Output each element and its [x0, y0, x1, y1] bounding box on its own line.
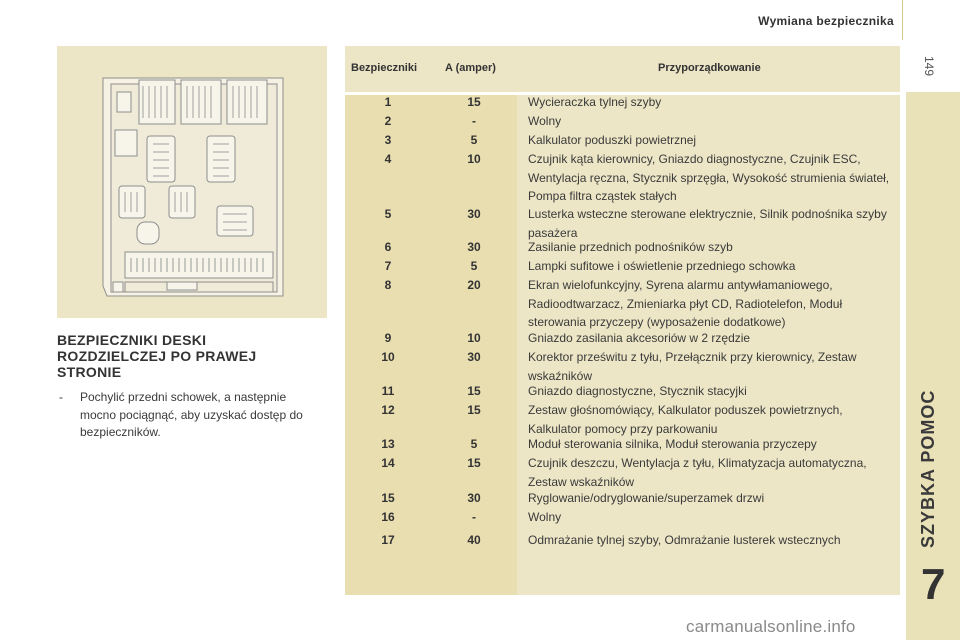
fuse-assignment: Zasilanie przednich podnośników szyb	[528, 240, 733, 254]
header-assignment: Przyporządkowanie	[658, 62, 761, 74]
fuse-amperage: -	[472, 114, 476, 128]
fuse-number: 5	[384, 207, 392, 221]
fuse-amperage: 15	[467, 456, 481, 470]
chapter-sidebar	[906, 92, 960, 640]
fuse-assignment: Kalkulator poduszki powietrznej	[528, 133, 697, 147]
page-number: 149	[922, 56, 936, 77]
chapter-label: SZYBKA POMOC	[918, 389, 938, 548]
header-divider	[902, 0, 903, 40]
fuse-assignment: Gniazdo diagnostyczne, Stycznik stacyjki	[528, 384, 747, 398]
fuse-number: 13	[381, 437, 395, 451]
fuse-amperage: 15	[467, 403, 481, 417]
fuse-assignment: Korektor prześwitu z tyłu, Przełącznik przy kierownicy, Zestaw wskaźników	[528, 350, 857, 383]
instruction-text: Pochylić przedni schowek, a następnie mocno pociągnąć, aby uzyskać dostęp do bezpieczników.	[80, 390, 303, 439]
fuse-amperage: -	[472, 510, 476, 524]
fuse-table	[345, 46, 900, 595]
fuse-number: 9	[384, 331, 392, 345]
fuse-amperage: 5	[470, 133, 478, 147]
fuse-number: 2	[384, 114, 392, 128]
fuse-number: 7	[384, 259, 392, 273]
fuse-number: 3	[384, 133, 392, 147]
fuse-amperage: 5	[470, 259, 478, 273]
fuse-amperage: 30	[467, 350, 481, 364]
fuse-number: 6	[384, 240, 392, 254]
fuse-amperage: 30	[467, 240, 481, 254]
page-header-title: Wymiana bezpiecznika	[758, 14, 894, 28]
fuse-assignment: Wolny	[528, 114, 562, 128]
header-fuse: Bezpieczniki	[351, 62, 418, 74]
fuse-amperage: 10	[467, 152, 481, 166]
fuse-number: 15	[381, 491, 395, 505]
fuse-number: 4	[384, 152, 392, 166]
fuse-amperage: 10	[467, 331, 481, 345]
fuse-assignment: Ryglowanie/odryglowanie/superzamek drzwi	[528, 491, 765, 505]
fuse-number: 14	[381, 456, 395, 470]
fuse-number: 1	[384, 95, 392, 109]
fuse-assignment: Wolny	[528, 510, 562, 524]
fuse-amperage: 30	[467, 207, 481, 221]
fuse-amperage: 15	[467, 384, 481, 398]
fuse-box-drawing	[57, 46, 327, 318]
fuse-amperage: 5	[470, 437, 478, 451]
fuse-assignment: Wycieraczka tylnej szyby	[528, 95, 662, 109]
fuse-number: 10	[381, 350, 395, 364]
fuse-amperage: 30	[467, 491, 481, 505]
fuse-assignment: Czujnik deszczu, Wentylacja z tyłu, Klimatyzacja automatyczna, Zestaw wskaźników	[528, 456, 867, 489]
table-header	[345, 46, 900, 92]
fuse-assignment: Gniazdo zasilania akcesoriów w 2 rzędzie	[528, 331, 751, 345]
list-dash: -	[59, 390, 63, 404]
fuse-assignment: Lampki sufitowe i oświetlenie przedniego schowka	[528, 259, 796, 273]
fuse-assignment: Ekran wielofunkcyjny, Syrena alarmu antywłamaniowego, Radioodtwarzacz, Zmieniarka płyt CD, Radiotelefon, Moduł sterowania przyczepy (wyposażenie dodatkowe)	[528, 278, 843, 329]
instruction-item	[57, 389, 323, 442]
header-amp: A (amper)	[445, 62, 496, 74]
fuse-number: 8	[384, 278, 392, 292]
fuse-number: 12	[381, 403, 395, 417]
fuse-assignment: Lusterka wsteczne sterowane elektrycznie, Silnik podnośnika szyby pasażera	[528, 207, 887, 240]
fuse-number: 16	[381, 510, 395, 524]
fuse-number: 17	[381, 533, 395, 547]
fuse-amperage: 40	[467, 533, 481, 547]
fuse-assignment: Czujnik kąta kierownicy, Gniazdo diagnostyczne, Czujnik ESC, Wentylacja ręczna, Stycznik sprzęgła, Wysokość strumienia świateł, Pompa filtra cząstek stałych	[528, 152, 890, 203]
fuse-assignment: Moduł sterowania silnika, Moduł sterowania przyczepy	[528, 437, 817, 451]
fuse-box-illustration	[57, 46, 327, 318]
fuse-number: 11	[381, 384, 395, 398]
fuse-assignment: Odmrażanie tylnej szyby, Odmrażanie lusterek wstecznych	[528, 533, 841, 547]
fuse-amperage: 20	[467, 278, 481, 292]
chapter-number: 7	[921, 560, 946, 609]
watermark: carmanualsonline.info	[686, 617, 856, 636]
fuse-assignment: Zestaw głośnomówiący, Kalkulator poduszek powietrznych, Kalkulator pomocy przy parkowaniu	[528, 403, 843, 436]
fuse-amperage: 15	[467, 95, 481, 109]
section-title: BEZPIECZNIKI DESKI ROZDZIELCZEJ PO PRAWEJ STRONIE	[57, 332, 257, 380]
